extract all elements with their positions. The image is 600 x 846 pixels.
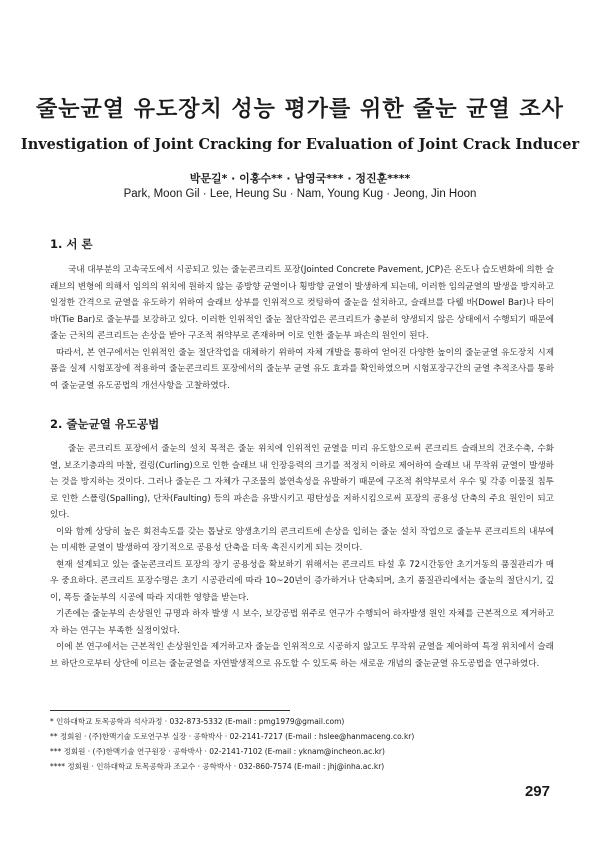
- title-english: Investigation of Joint Cracking for Evaluation of Joint Crack Inducer: [20, 136, 580, 153]
- section-2-heading: 2. 줄눈균열 유도공법: [50, 417, 160, 431]
- footnote: ** 정회원 · (주)한맥기술 도로연구부 실장 · 공학박사 · 02-2141-7217 (E-mail : hslee@hanmaceng.co.kr): [50, 732, 415, 741]
- title-korean: 줄눈균열 유도장치 성능 평가를 위한 줄눈 균열 조사: [36, 97, 564, 122]
- paragraph: 따라서, 본 연구에서는 인위적인 줄눈 절단작업을 대체하기 위하여 자체 개발을 통하여 얻어진 다양한 높이의 줄눈균열 유도장치 시제품을 실제 시험포장에 적용하여 줄눈콘크리트 포장에서의 줄눈부 균열 유도 효과를 확인하였으며 시험포장구간의 균열 추적조사를 통하여 줄눈균열 유도공법의 개선사항을 고찰하였다.: [50, 347, 554, 391]
- footnote: * 인하대학교 토목공학과 석사과정 · 032-873-5332 (E-mail : pmg1979@gmail.com): [50, 717, 345, 726]
- footnote: *** 정회원 · (주)한맥기술 연구원장 · 공학박사 · 02-2141-7102 (E-mail : yknam@incheon.ac.kr): [50, 747, 385, 756]
- footnotes: [50, 714, 550, 774]
- paragraph: 국내 대부분의 고속국도에서 시공되고 있는 줄눈콘크리트 포장(Jointed Concrete Pavement, JCP)은 온도나 습도변화에 의한 슬래브의 변형에 의해서 임의의 위치에 원하지 않는 종방향 균열이나 횡방향 균열이 발생하게 되는데, 이러한 임의균열의 발생을 방지하고 일정한 간격으로 균열을 유도하기 위하여 슬래브 상부를 인위적으로 컷팅하여 줄눈을 설치하고, 슬래브를 다웰 바(Dowel Bar)나 타이 바(Tie Bar)로 줄눈부를 보강하고 있다. 이러한 인위적인 줄눈 절단작업은 콘크리트가 충분히 양생되지 않은 상태에서 수행되기 때문에 줄눈 근처의 콘크리트는 손상을 받아 구조적 취약부로 존재하며 이로 인한 줄눈부 파손의 원인이 된다.: [50, 265, 554, 341]
- section-2-body: [50, 441, 554, 672]
- section-1-body: [50, 262, 554, 394]
- footnote: **** 정회원 · 인하대학교 토목공학과 조교수 · 공학박사 · 032-860-7574 (E-mail : jhj@inha.ac.kr): [50, 762, 385, 771]
- paragraph: 이에 본 연구에서는 근본적인 손상원인을 제거하고자 줄눈을 인위적으로 시공하지 않고도 무작위 균열을 제어하여 특정 위치에서 슬래브 하단으로부터 상단에 이르는 줄눈균열을 자연발생적으로 유도할 수 있도록 하는 새로운 개념의 줄눈균열 유도공법을 연구하였다.: [50, 642, 554, 669]
- authors-korean: 박문길* · 이홍수** · 남영국*** · 정진훈****: [189, 172, 411, 185]
- section-1-heading: 1. 서 론: [50, 237, 93, 251]
- footnote-divider: [50, 710, 290, 711]
- authors-english: Park, Moon Gil · Lee, Heung Su · Nam, Young Kug · Jeong, Jin Hoon: [123, 188, 477, 200]
- paragraph: 이와 함께 상당히 높은 회전속도를 갖는 톱날로 양생초기의 콘크리트에 손상을 입히는 줄눈 설치 작업으로 줄눈부 콘크리트의 내부에는 미세한 균열이 발생하여 장기적으로 공용성 단축을 더욱 촉진시키게 되는 것이다.: [50, 526, 554, 553]
- paragraph: 기존에는 줄눈부의 손상원인 규명과 하자 발생 시 보수, 보강공법 위주로 연구가 수행되어 하자발생 원인 자체를 근본적으로 제거하고자 하는 연구는 부족한 실정이었다.: [50, 609, 554, 636]
- page-number: 297: [524, 783, 550, 800]
- paragraph: 현재 설계되고 있는 줄눈콘크리트 포장의 장기 공용성을 확보하기 위해서는 콘크리트 타설 후 72시간동안 초기거동의 품질관리가 매우 중요하다. 콘크리트 포장수명은 초기 시공관리에 따라 10~20년이 증가하거나 단축되며, 초기 품질관리에서는 줄눈의 절단시기, 깊이, 폭등 줄눈부의 시공에 따라 지대한 영향을 받는다.: [50, 559, 554, 603]
- paragraph: 줄눈 콘크리트 포장에서 줄눈의 설치 목적은 줄눈 위치에 인위적인 균열을 미리 유도함으로써 콘크리트 슬래브의 건조수축, 수화열, 보조기층과의 마찰, 컬링(Curling)으로 인한 슬래브 내 인장응력의 크기를 적정치 이하로 제어하여 슬래브 내 무작위 균열이 발생하는 것을 방지하는 것이다. 그러나 줄눈은 그 자체가 구조물의 불연속성을 유발하기 때문에 구조적 취약부로서 우수 및 각종 이물질 침투로 인한 스폴링(Spalling), 단차(Faulting) 등의 파손을 유발시키고 평탄성을 저하시킴으로써 포장의 공용성 단축의 주요 원인이 되고 있다.: [50, 444, 554, 520]
